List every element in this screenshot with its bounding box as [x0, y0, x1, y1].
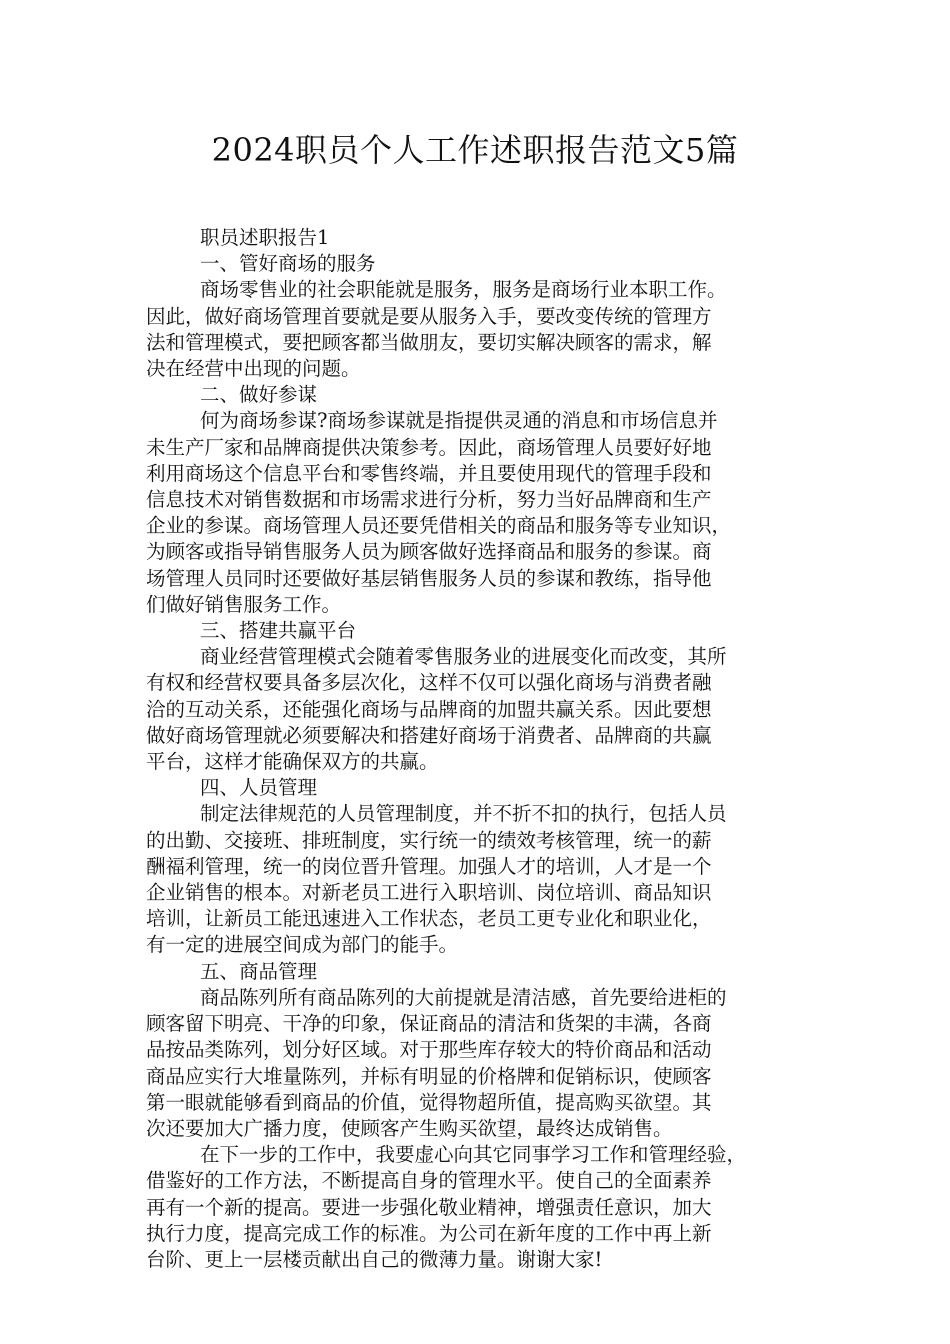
- closing-line: 借鉴好的工作方法，不断提高自身的管理水平。使自己的全面素养: [146, 1169, 712, 1193]
- paragraph-line: 顾客留下明亮、干净的印象，保证商品的清洁和货架的丰满，各商: [146, 1012, 712, 1036]
- paragraph-line: 品按品类陈列，划分好区域。对于那些库存较大的特价商品和活动: [146, 1038, 712, 1062]
- document-title: 2024职员个人工作述职报告范文5篇: [211, 131, 739, 169]
- paragraph-line: 有一定的进展空间成为部门的能手。: [146, 933, 459, 957]
- paragraph-line: 洽的互动关系，还能强化商场与品牌商的加盟共赢关系。因此要想: [146, 697, 712, 721]
- paragraph-line: 商品陈列所有商品陈列的大前提就是清洁感，首先要给进柜的: [200, 985, 727, 1009]
- paragraph-line: 酬福利管理，统一的岗位晋升管理。加强人才的培训，人才是一个: [146, 854, 712, 878]
- section-heading: 五、商品管理: [200, 959, 318, 983]
- paragraph-line: 第一眼就能够看到商品的价值，觉得物超所值，提高购买欲望。其: [146, 1090, 712, 1114]
- paragraph-line: 平台，这样才能确保双方的共赢。: [146, 750, 439, 774]
- paragraph-line: 商业经营管理模式会随着零售服务业的进展变化而改变，其所: [200, 645, 727, 669]
- paragraph-line: 的出勤、交接班、排班制度，实行统一的绩效考核管理，统一的薪: [146, 828, 712, 852]
- section-heading: 一、管好商场的服务: [200, 252, 376, 276]
- paragraph-line: 法和管理模式，要把顾客都当做朋友，要切实解决顾客的需求，解: [146, 330, 712, 354]
- section-heading: 二、做好参谋: [200, 383, 318, 407]
- closing-line: 执行力度，提高完成工作的标准。为公司在新年度的工作中再上新: [146, 1221, 712, 1245]
- paragraph-line: 们做好销售服务工作。: [146, 592, 342, 616]
- paragraph-line: 做好商场管理就必须要解决和搭建好商场于消费者、品牌商的共赢: [146, 723, 712, 747]
- paragraph-line: 何为商场参谋?商场参谋就是指提供灵通的消息和市场信息并: [200, 409, 718, 433]
- paragraph-line: 利用商场这个信息平台和零售终端，并且要使用现代的管理手段和: [146, 461, 712, 485]
- paragraph-line: 次还要加大广播力度，使顾客产生购买欲望，最终达成销售。: [146, 1116, 673, 1140]
- paragraph-line: 商品应实行大堆量陈列，并标有明显的价格牌和促销标识，使顾客: [146, 1064, 712, 1088]
- paragraph-line: 决在经营中出现的问题。: [146, 357, 361, 381]
- closing-line: 台阶、更上一层楼贡献出自己的微薄力量。谢谢大家!: [146, 1247, 603, 1271]
- paragraph-line: 因此，做好商场管理首要就是要从服务入手，要改变传统的管理方: [146, 304, 712, 328]
- paragraph-line: 信息技术对销售数据和市场需求进行分析，努力当好品牌商和生产: [146, 488, 712, 512]
- paragraph-line: 场管理人员同时还要做好基层销售服务人员的参谋和教练，指导他: [146, 566, 712, 590]
- document-body: [146, 225, 806, 1273]
- paragraph-line: 制定法律规范的人员管理制度，并不折不扣的执行，包括人员: [200, 802, 727, 826]
- section-heading: 三、搭建共赢平台: [200, 619, 357, 643]
- report-subtitle: 职员述职报告1: [200, 226, 330, 249]
- paragraph-line: 有权和经营权要具备多层次化，这样不仅可以强化商场与消费者融: [146, 671, 712, 695]
- closing-line: 再有一个新的提高。要进一步强化敬业精神，增强责任意识，加大: [146, 1195, 712, 1219]
- paragraph-line: 未生产厂家和品牌商提供决策参考。因此，商场管理人员要好好地: [146, 435, 712, 459]
- section-heading: 四、人员管理: [200, 776, 318, 800]
- closing-line: 在下一步的工作中，我要虚心向其它同事学习工作和管理经验，: [200, 1143, 747, 1167]
- paragraph-line: 培训，让新员工能迅速进入工作状态，老员工更专业化和职业化，: [146, 907, 712, 931]
- paragraph-line: 企业的参谋。商场管理人员还要凭借相关的商品和服务等专业知识，: [146, 514, 732, 538]
- paragraph-line: 商场零售业的社会职能就是服务，服务是商场行业本职工作。: [200, 278, 727, 302]
- paragraph-line: 为顾客或指导销售服务人员为顾客做好选择商品和服务的参谋。商: [146, 540, 712, 564]
- paragraph-line: 企业销售的根本。对新老员工进行入职培训、岗位培训、商品知识: [146, 881, 712, 905]
